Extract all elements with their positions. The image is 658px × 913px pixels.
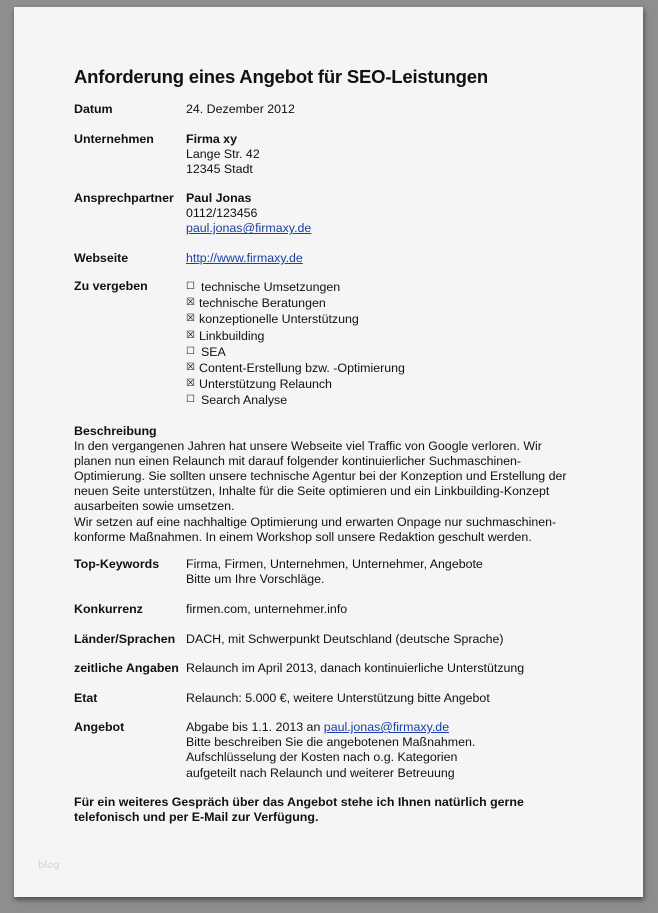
checklist-item: [186, 344, 405, 360]
field-angebot: [74, 720, 475, 781]
field-laender-sprachen: [74, 632, 503, 647]
field-top-keywords: [74, 557, 483, 587]
field-konkurrenz: [74, 602, 347, 617]
checkbox-unchecked-icon: ☐: [186, 345, 195, 357]
field-zu-vergeben: [74, 279, 405, 409]
offer-line: aufgeteilt nach Relaunch und weiterer Betreuung: [186, 765, 455, 780]
description-line: Wir setzen auf eine nachhaltige Optimierung und erwarten Onpage nur suchmaschinen-: [74, 514, 557, 529]
description-line: In den vergangenen Jahren hat unsere Webseite viel Traffic von Google verloren. Wir: [74, 439, 542, 454]
company-street: Lange Str. 42: [186, 147, 260, 162]
closing-line: telefonisch und per E-Mail zur Verfügung.: [74, 809, 319, 824]
checklist-item-label: Linkbuilding: [199, 328, 265, 343]
document-page: [14, 7, 643, 897]
checkbox-checked-icon: ☒: [186, 362, 195, 374]
field-label: Datum: [74, 102, 113, 116]
offer-line: Bitte beschreiben Sie die angebotenen Maßnahmen.: [186, 735, 476, 750]
checklist-item: [186, 376, 405, 392]
checklist-item-label: Search Analyse: [201, 393, 288, 408]
checkbox-checked-icon: ☒: [186, 329, 195, 341]
checklist-item-label: Unterstützung Relaunch: [199, 377, 332, 392]
checkbox-unchecked-icon: ☐: [186, 281, 195, 292]
checklist-item-label: SEA: [201, 344, 226, 359]
field-webseite: [74, 251, 303, 266]
description-heading: Beschreibung: [74, 424, 157, 438]
field-ansprechpartner: [74, 191, 311, 237]
checklist-item-label: konzeptionelle Unterstützung: [199, 312, 359, 327]
watermark: blog: [38, 860, 60, 871]
field-label: Webseite: [74, 251, 129, 265]
description-line: planen nun einen Relaunch mit darauf folgender kontinuierlicher Suchmaschinen-: [74, 454, 522, 469]
field-label: Angebot: [74, 720, 125, 734]
document-title: Anforderung eines Angebot für SEO-Leistungen: [74, 66, 488, 87]
company-name: Firma xy: [186, 132, 237, 146]
field-etat: [74, 691, 490, 706]
description-section: [74, 424, 594, 545]
field-label: Zu vergeben: [74, 279, 148, 293]
description-line: neuen Seite unterstützen, Inhalte für die Seite optimieren und ein Linkbuilding-Konzept: [74, 484, 550, 499]
checkbox-checked-icon: ☒: [186, 297, 195, 309]
description-line: Optimierung. Sie sollten unsere technische Agentur bei der Konzeption und Erstellung der: [74, 469, 567, 484]
field-label: Länder/Sprachen: [74, 632, 176, 646]
website-link[interactable]: http://www.firmaxy.de: [186, 251, 303, 265]
offer-line: Aufschlüsselung der Kosten nach o.g. Kategorien: [186, 750, 458, 765]
checkbox-checked-icon: ☒: [186, 378, 195, 390]
keywords-list: Firma, Firmen, Unternehmen, Unternehmer, Angebote: [186, 557, 483, 571]
field-label: Top-Keywords: [74, 557, 160, 571]
checklist-item: [186, 328, 405, 344]
description-line: konforme Maßnahmen. In einem Workshop soll unsere Redaktion geschult werden.: [74, 529, 532, 544]
checkbox-unchecked-icon: ☐: [186, 394, 195, 406]
checklist-item: [186, 360, 405, 376]
field-label: zeitliche Angaben: [74, 661, 179, 675]
contact-email-link[interactable]: paul.jonas@firmaxy.de: [186, 221, 312, 236]
field-value: Relaunch: 5.000 €, weitere Unterstützung bitte Angebot: [186, 691, 490, 705]
offer-deadline: Abgabe bis 1.1. 2013 an: [186, 720, 324, 734]
field-zeitliche-angaben: [74, 661, 524, 676]
offer-email-link[interactable]: paul.jonas@firmaxy.de: [323, 720, 450, 734]
field-unternehmen: [74, 132, 260, 178]
field-datum: [74, 102, 295, 117]
field-label: Unternehmen: [74, 132, 154, 146]
field-value: 24. Dezember 2012: [186, 102, 295, 116]
checklist-item-label: technische Beratungen: [199, 296, 326, 311]
field-value: DACH, mit Schwerpunkt Deutschland (deutsche Sprache): [186, 632, 504, 646]
service-checklist: [186, 279, 405, 409]
closing-statement: [74, 795, 594, 824]
keywords-note: Bitte um Ihre Vorschläge.: [186, 572, 325, 587]
checklist-item: [186, 295, 405, 311]
checklist-item: [186, 311, 405, 327]
closing-line: Für ein weiteres Gespräch über das Angebot stehe ich Ihnen natürlich gerne: [74, 795, 524, 809]
field-label: Konkurrenz: [74, 602, 143, 616]
contact-name: Paul Jonas: [186, 191, 252, 205]
field-value: Relaunch im April 2013, danach kontinuierliche Unterstützung: [186, 661, 525, 675]
checklist-item-label: Content-Erstellung bzw. -Optimierung: [199, 361, 405, 376]
contact-phone: 0112/123456: [186, 206, 258, 221]
field-value: firmen.com, unternehmer.info: [186, 602, 348, 616]
description-line: ausarbeiten sowie umsetzen.: [74, 499, 235, 514]
field-label: Ansprechpartner: [74, 191, 174, 205]
company-city: 12345 Stadt: [186, 162, 253, 177]
checkbox-checked-icon: ☒: [186, 313, 195, 325]
checklist-item-label: technische Umsetzungen: [201, 280, 341, 294]
field-label: Etat: [74, 691, 98, 705]
checklist-item: [186, 279, 405, 295]
checklist-item: [186, 392, 405, 408]
